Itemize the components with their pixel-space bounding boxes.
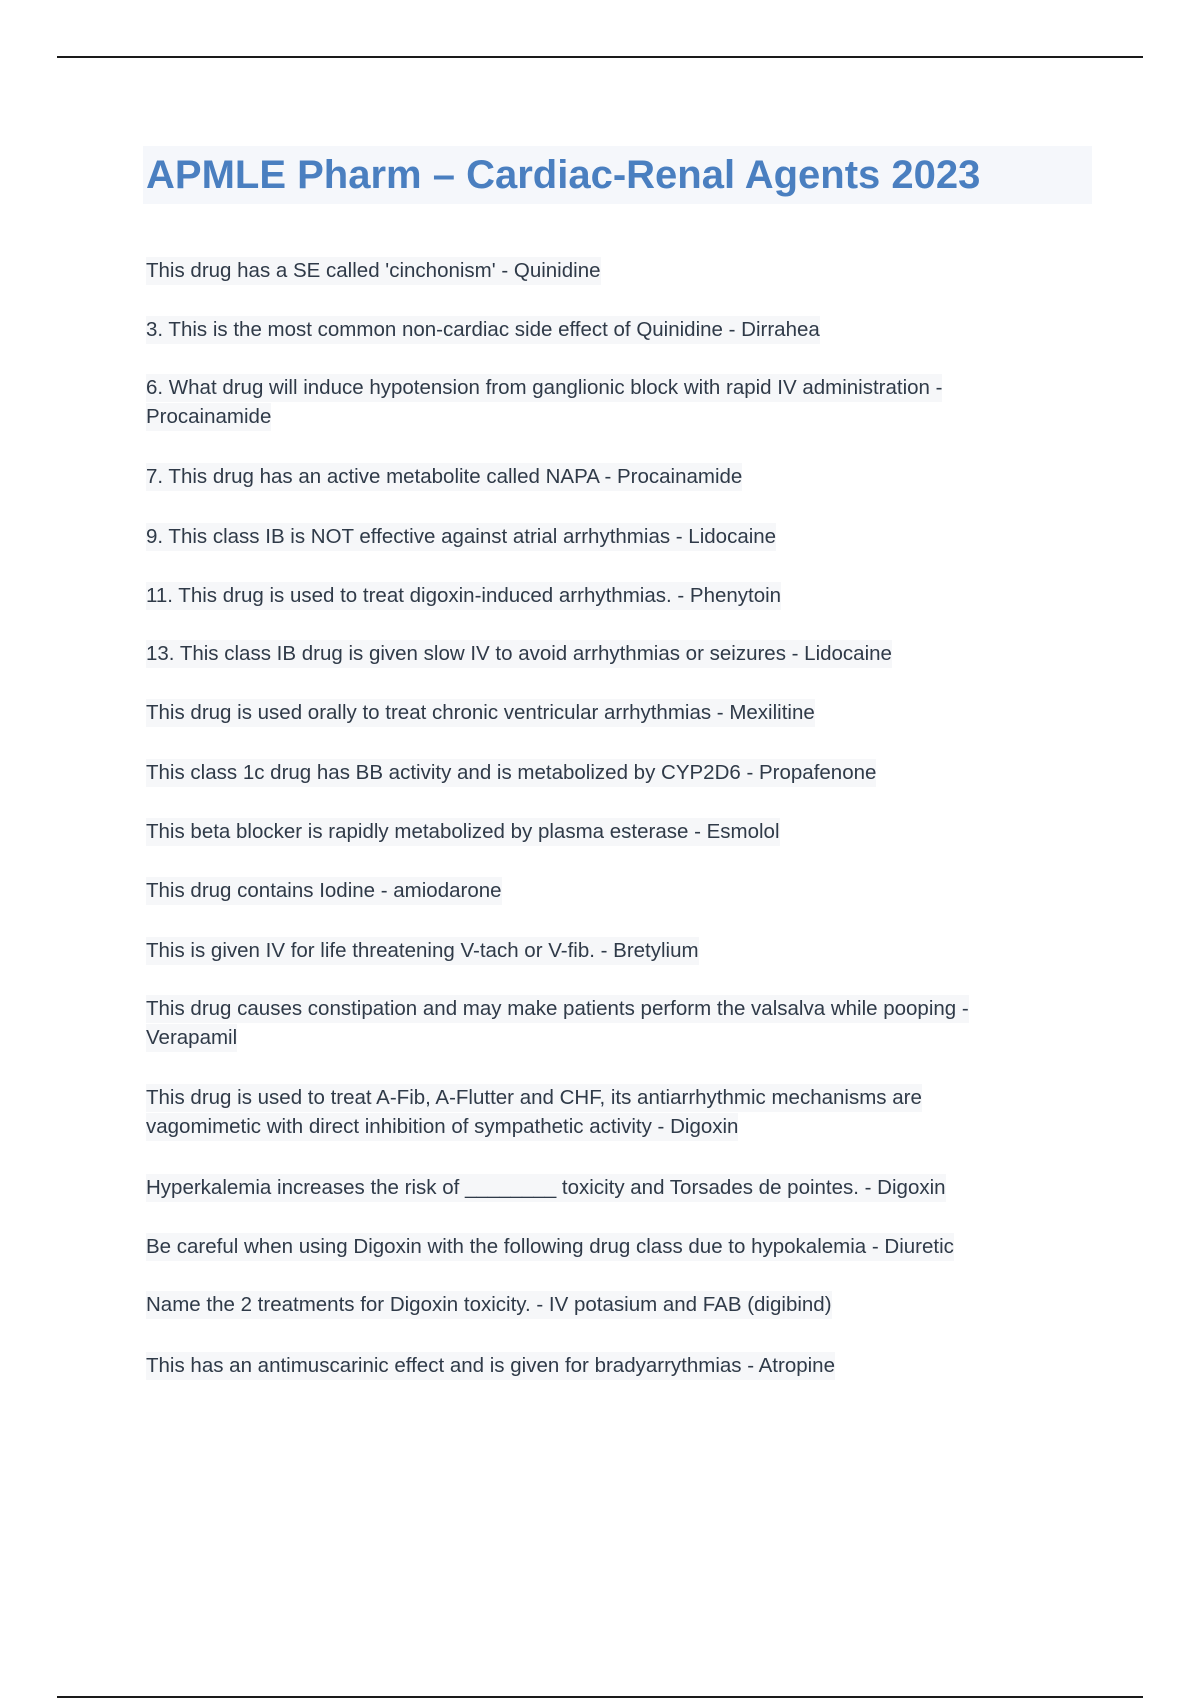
- qa-item-8: This drug is used orally to treat chronic ventricular arrhythmias - Mexilitine: [146, 698, 815, 727]
- qa-item-11: This drug contains Iodine - amiodarone: [146, 876, 502, 905]
- qa-item-2: 3. This is the most common non-cardiac side effect of Quinidine - Dirrahea: [146, 315, 820, 344]
- qa-item-7: 13. This class IB drug is given slow IV to avoid arrhythmias or seizures - Lidocaine: [146, 639, 892, 668]
- qa-item-15: Hyperkalemia increases the risk of ________ toxicity and Torsades de pointes. - Digoxin: [146, 1173, 946, 1202]
- qa-item-13: This drug causes constipation and may make patients perform the valsalva while pooping - Verapamil: [146, 994, 1061, 1052]
- qa-item-5: 9. This class IB is NOT effective against atrial arrhythmias - Lidocaine: [146, 522, 776, 551]
- qa-item-9: This class 1c drug has BB activity and is metabolized by CYP2D6 - Propafenone: [146, 758, 876, 787]
- qa-item-3: 6. What drug will induce hypotension from ganglionic block with rapid IV administration - Procainamide: [146, 373, 1046, 431]
- document-title: APMLE Pharm – Cardiac-Renal Agents 2023: [146, 153, 981, 197]
- qa-item-6: 11. This drug is used to treat digoxin-induced arrhythmias. - Phenytoin: [146, 581, 781, 610]
- qa-item-18: This has an antimuscarinic effect and is given for bradyarrythmias - Atropine: [146, 1351, 835, 1380]
- qa-item-10: This beta blocker is rapidly metabolized by plasma esterase - Esmolol: [146, 817, 780, 846]
- qa-item-17: Name the 2 treatments for Digoxin toxicity. - IV potasium and FAB (digibind): [146, 1290, 832, 1319]
- top-rule: [57, 56, 1143, 58]
- qa-item-16: Be careful when using Digoxin with the following drug class due to hypokalemia - Diuretic: [146, 1232, 954, 1261]
- qa-item-12: This is given IV for life threatening V-tach or V-fib. - Bretylium: [146, 936, 699, 965]
- qa-item-4: 7. This drug has an active metabolite called NAPA - Procainamide: [146, 462, 742, 491]
- qa-item-14: This drug is used to treat A-Fib, A-Flutter and CHF, its antiarrhythmic mechanisms are vagomimetic with direct inhibition of sympathetic activity - Digoxin: [146, 1083, 1036, 1141]
- bottom-rule: [57, 1696, 1143, 1698]
- qa-item-1: This drug has a SE called 'cinchonism' - Quinidine: [146, 256, 601, 285]
